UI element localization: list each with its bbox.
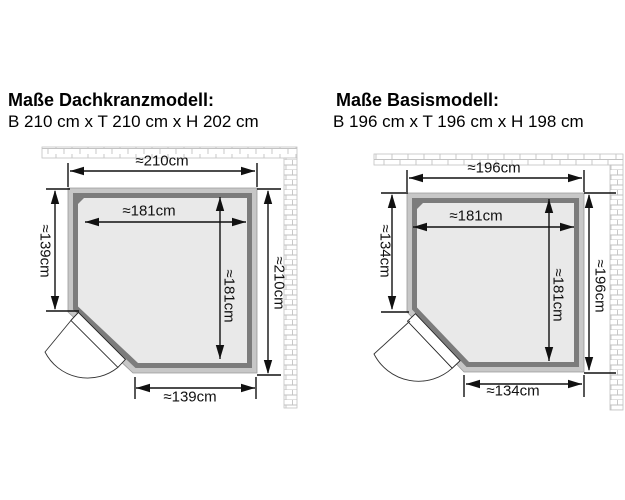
diagram-dachkranz bbox=[42, 147, 297, 408]
dim-label-outer-width: ≈210cm bbox=[135, 152, 189, 170]
arrowhead bbox=[585, 194, 593, 208]
arrowhead bbox=[70, 167, 84, 175]
arrowhead bbox=[241, 384, 255, 392]
arrowhead bbox=[264, 360, 272, 374]
arrowhead bbox=[388, 194, 396, 208]
diagram-basis bbox=[374, 154, 623, 410]
dim-label-inner-width: ≈181cm bbox=[122, 202, 176, 220]
arrowhead bbox=[136, 384, 150, 392]
dim-label-side-left: ≈139cm bbox=[36, 224, 54, 278]
dim-label-side-left: ≈134cm bbox=[376, 224, 394, 278]
arrowhead bbox=[466, 380, 480, 388]
arrowhead bbox=[51, 190, 59, 204]
dim-label-inner-depth: ≈181cm bbox=[220, 269, 238, 323]
arrowhead bbox=[388, 296, 396, 310]
arrowhead bbox=[568, 380, 582, 388]
dim-label-outer-depth: ≈210cm bbox=[270, 256, 288, 310]
arrowhead bbox=[264, 190, 272, 204]
arrowhead bbox=[241, 167, 255, 175]
arrowhead bbox=[568, 174, 582, 182]
model-size-dachkranz: B 210 cm x T 210 cm x H 202 cm bbox=[8, 112, 259, 131]
arrowhead bbox=[409, 174, 423, 182]
dim-label-inner-width: ≈181cm bbox=[449, 207, 503, 225]
model-title-basis: Maße Basismodell: bbox=[336, 90, 500, 110]
arrowhead bbox=[51, 296, 59, 310]
model-title-dachkranz: Maße Dachkranzmodell: bbox=[8, 90, 215, 110]
dim-label-front-bottom: ≈139cm bbox=[163, 388, 217, 406]
dim-label-outer-width: ≈196cm bbox=[467, 159, 521, 177]
dim-label-inner-depth: ≈181cm bbox=[549, 268, 567, 322]
dim-label-front-bottom: ≈134cm bbox=[486, 382, 540, 400]
dim-label-outer-depth: ≈196cm bbox=[591, 259, 609, 313]
arrowhead bbox=[585, 357, 593, 371]
model-size-basis: B 196 cm x T 196 cm x H 198 cm bbox=[333, 112, 584, 131]
